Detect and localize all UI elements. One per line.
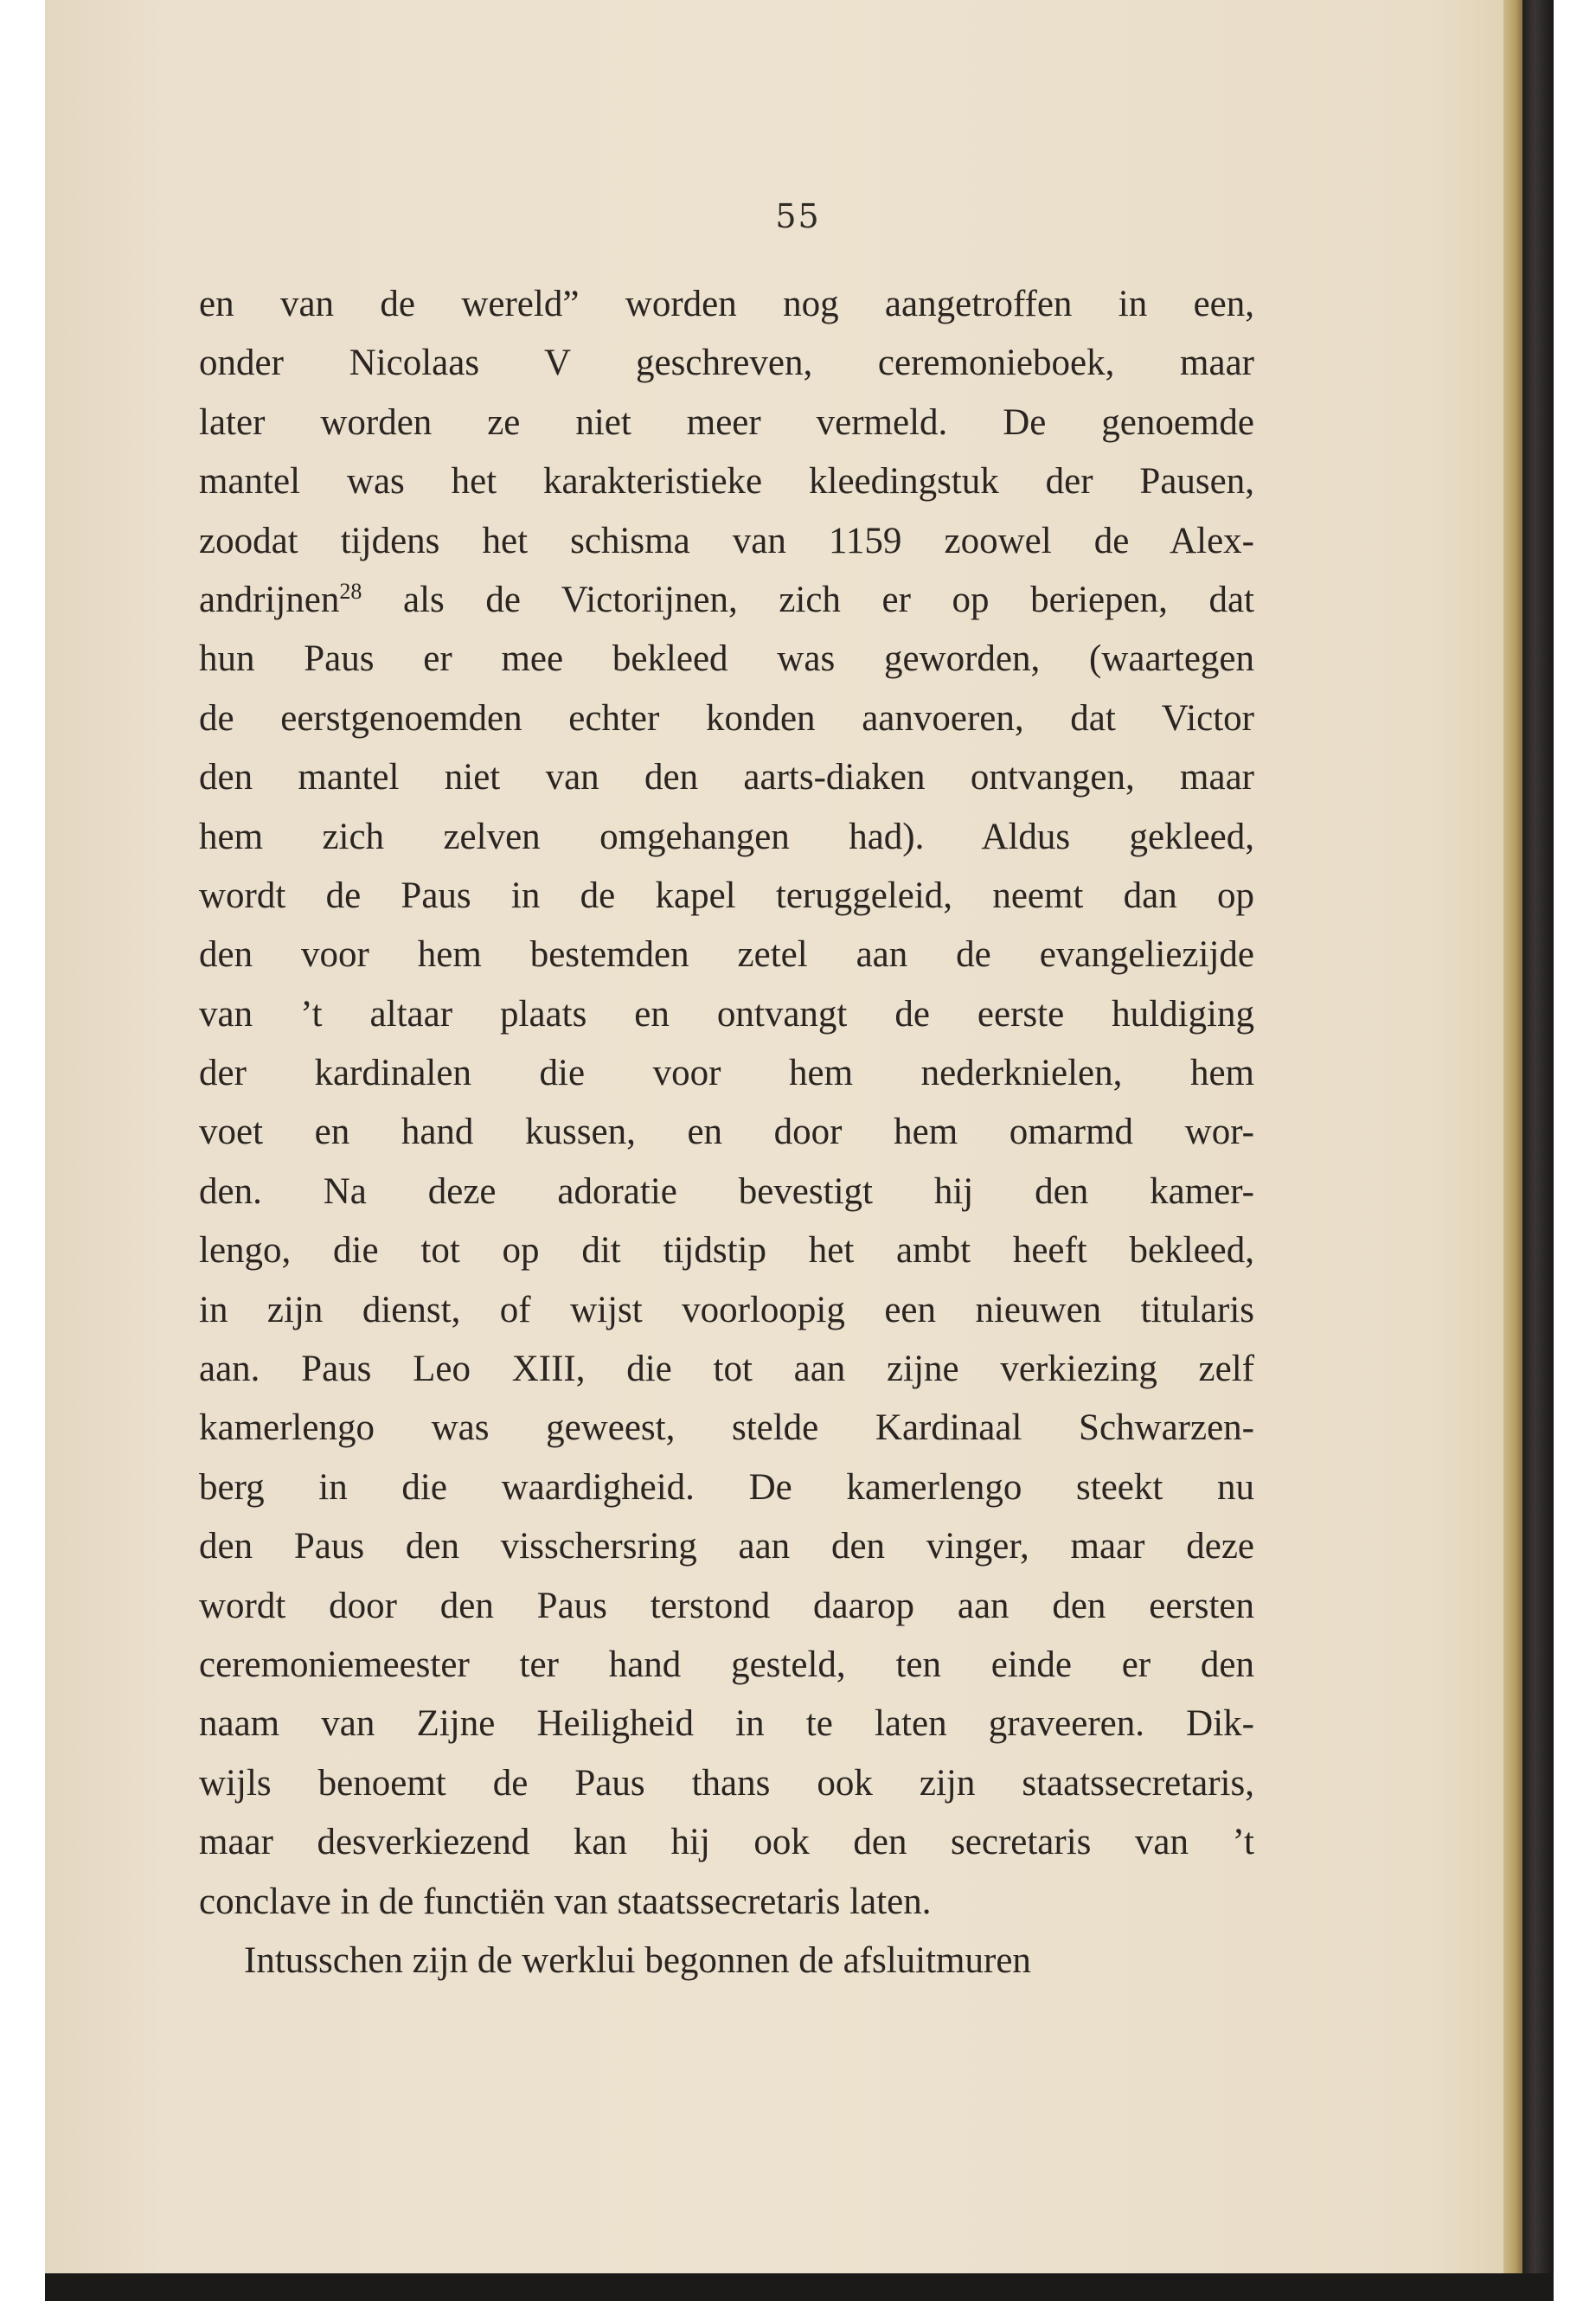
- text-line: naam van Zijne Heiligheid in te laten graveeren. Dik-: [199, 1703, 1254, 1745]
- text-line: der kardinalen die voor hem nederknielen, hem: [199, 1053, 1254, 1094]
- body-text: [199, 275, 1254, 1990]
- text-line: wijls benoemt de Paus thans ook zijn staatssecretaris,: [199, 1762, 1254, 1804]
- text-line: mantel was het karakteristieke kleedingstuk der Pausen,: [199, 461, 1254, 503]
- text-line: den voor hem bestemden zetel aan de evangeliezijde: [199, 934, 1254, 976]
- text-line: en van de wereld” worden nog aangetroffen in een,: [199, 284, 1254, 324]
- text-line: voet en hand kussen, en door hem omarmd wor-: [199, 1112, 1254, 1153]
- text-line: den mantel niet van den aarts-diaken ontvangen, maar: [199, 757, 1254, 798]
- page-edge-shadow: [1503, 0, 1522, 2273]
- text-line: kamerlengo was geweest, stelde Kardinaal Schwarzen-: [199, 1407, 1254, 1449]
- text-line: in zijn dienst, of wijst voorloopig een nieuwen titularis: [199, 1289, 1254, 1330]
- text-line: wordt de Paus in de kapel teruggeleid, neemt dan op: [199, 875, 1254, 916]
- text-line: hem zich zelven omgehangen had). Aldus gekleed,: [199, 816, 1254, 857]
- text-line: maar desverkiezend kan hij ook den secretaris van ’t: [199, 1822, 1254, 1863]
- page-number: 55: [775, 197, 821, 235]
- text-line: lengo, die tot op dit tijdstip het ambt heeft bekleed,: [199, 1230, 1254, 1272]
- text-fragment: als de Victorijnen, zich er op beriepen, dat: [362, 579, 1254, 620]
- text-line: den Paus den visschersring aan den vinger, maar deze: [199, 1526, 1254, 1567]
- text-line: later worden ze niet meer vermeld. De genoemde: [199, 401, 1254, 443]
- paragraph-start-line: Intusschen zijn de werklui begonnen de afsluitmuren: [244, 1939, 1031, 1981]
- text-line: de eerstgenoemden echter konden aanvoeren, dat Victor: [199, 697, 1254, 739]
- text-line: onder Nicolaas V geschreven, ceremonieboek, maar: [199, 343, 1254, 384]
- footnote-reference: 28: [339, 578, 362, 604]
- text-line: wordt door den Paus terstond daarop aan den eersten: [199, 1585, 1254, 1626]
- text-fragment: andrijnen: [199, 579, 340, 620]
- text-line: van ’t altaar plaats en ontvangt de eerste huldiging: [199, 993, 1254, 1035]
- paragraph-end-line: conclave in de functiën van staatssecretaris laten.: [199, 1881, 932, 1922]
- text-line: hun Paus er mee bekleed was geworden, (waartegen: [199, 638, 1254, 680]
- book-binding: [1522, 0, 1554, 2301]
- text-line: zoodat tijdens het schisma van 1159 zoowel de Alex-: [199, 520, 1254, 561]
- text-line: berg in die waardigheid. De kamerlengo steekt nu: [199, 1466, 1254, 1508]
- text-line-with-footnote: [199, 571, 1254, 630]
- text-line: den. Na deze adoratie bevestigt hij den kamer-: [199, 1170, 1254, 1212]
- text-line: aan. Paus Leo XIII, die tot aan zijne verkiezing zelf: [199, 1349, 1254, 1390]
- bottom-shadow: [45, 2273, 1554, 2301]
- text-line: ceremoniemeester ter hand gesteld, ten einde er den: [199, 1644, 1254, 1685]
